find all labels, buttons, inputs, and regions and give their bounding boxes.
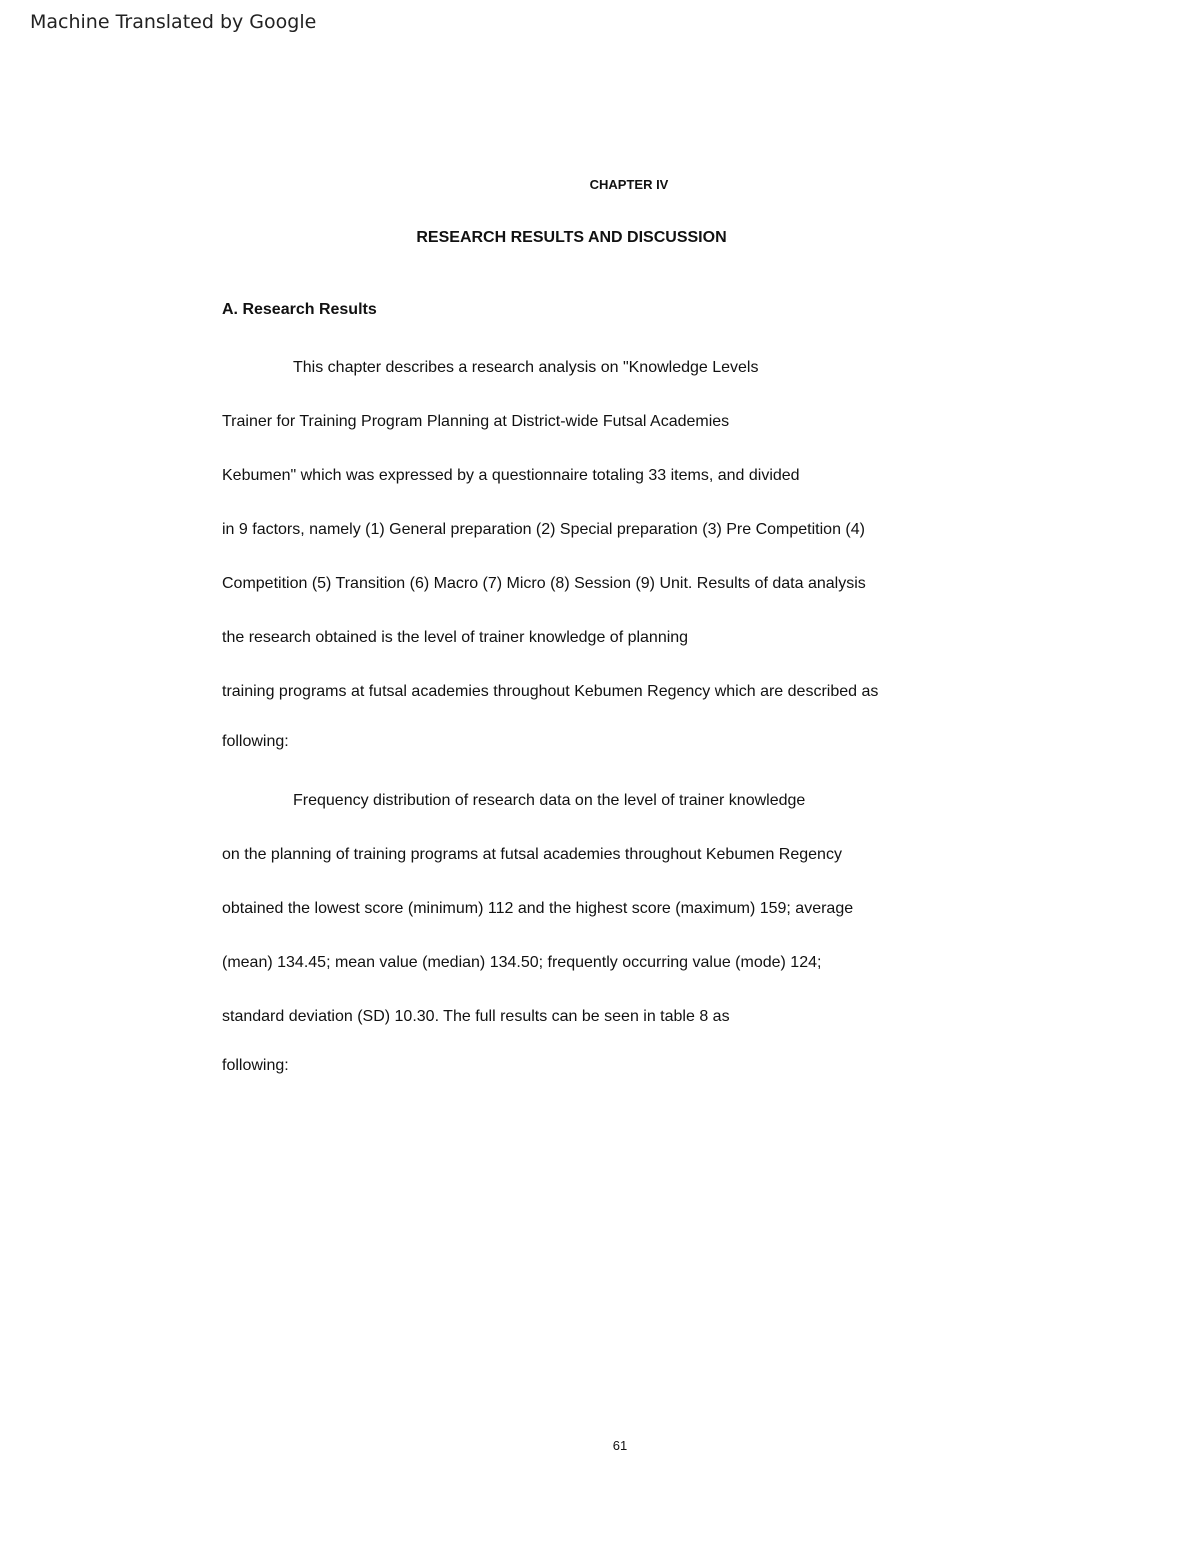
paragraph-line: (mean) 134.45; mean value (median) 134.50; frequently occurring value (mode) 124; <box>222 954 822 971</box>
paragraph-line: Kebumen" which was expressed by a questionnaire totaling 33 items, and divided <box>222 467 800 484</box>
paragraph-line: Frequency distribution of research data on the level of trainer knowledge <box>293 792 806 809</box>
paragraph-line: obtained the lowest score (minimum) 112 and the highest score (maximum) 159; average <box>222 900 854 917</box>
paragraph-line: training programs at futsal academies throughout Kebumen Regency which are described as <box>222 683 879 700</box>
paragraph-line: Competition (5) Transition (6) Macro (7) Micro (8) Session (9) Unit. Results of data analysis <box>222 575 866 592</box>
paragraph-line: standard deviation (SD) 10.30. The full results can be seen in table 8 as <box>222 1008 730 1025</box>
machine-translation-watermark: Machine Translated by Google <box>30 11 317 33</box>
page-number: 61 <box>612 1438 628 1453</box>
section-heading: A. Research Results <box>222 301 377 318</box>
paragraph-line: on the planning of training programs at futsal academies throughout Kebumen Regency <box>222 846 842 863</box>
paragraph-line: following: <box>222 733 289 750</box>
paragraph-line: following: <box>222 1057 289 1074</box>
paragraph-line: This chapter describes a research analysis on "Knowledge Levels <box>293 359 759 376</box>
chapter-title: RESEARCH RESULTS AND DISCUSSION <box>416 229 727 246</box>
paragraph-line: the research obtained is the level of trainer knowledge of planning <box>222 629 689 646</box>
paragraph-line: in 9 factors, namely (1) General preparation (2) Special preparation (3) Pre Competition (4) <box>222 521 865 538</box>
paragraph-line: Trainer for Training Program Planning at District-wide Futsal Academies <box>222 413 730 430</box>
chapter-label: CHAPTER IV <box>589 177 669 192</box>
